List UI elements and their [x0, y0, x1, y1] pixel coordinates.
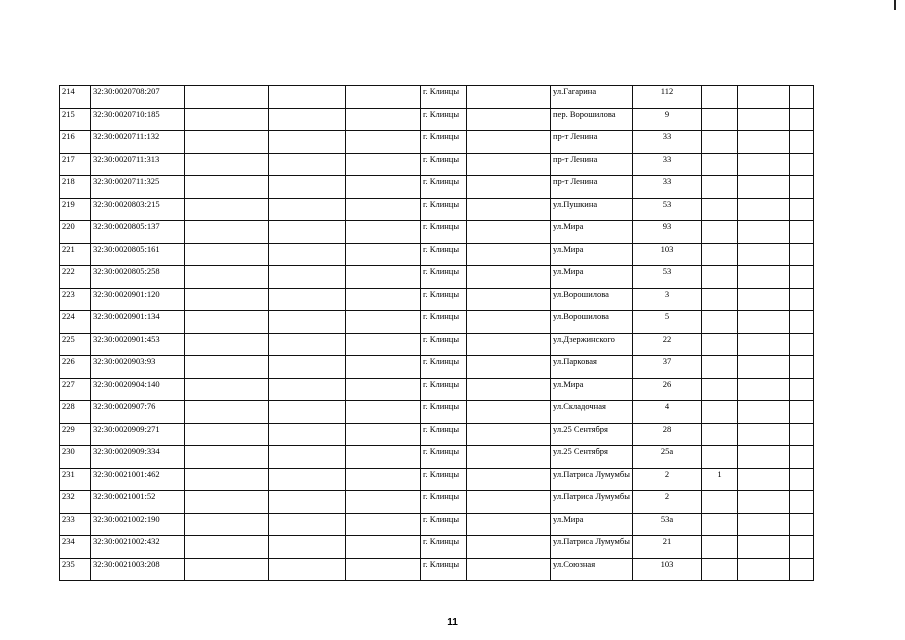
cell-empty [467, 333, 551, 356]
cell-empty [790, 288, 814, 311]
table-row [60, 86, 814, 109]
cell-empty [346, 491, 421, 514]
cell-cadastral-number: 32:30:0020907:76 [91, 401, 185, 424]
cell-street: ул.Ворошилова [551, 311, 633, 334]
cell-empty [185, 86, 269, 109]
cell-empty [346, 423, 421, 446]
cell-cadastral-number: 32:30:0020904:140 [91, 378, 185, 401]
cell-empty [346, 401, 421, 424]
cell-row-number: 215 [60, 108, 91, 131]
cell-empty [790, 333, 814, 356]
cell-house-number: 33 [633, 131, 702, 154]
cell-empty [467, 176, 551, 199]
cell-street: ул.Парковая [551, 356, 633, 379]
cell-empty [467, 536, 551, 559]
cell-city: г. Клинцы [421, 513, 467, 536]
cell-empty [185, 243, 269, 266]
cell-empty [185, 423, 269, 446]
table-row [60, 558, 814, 581]
cell-cadastral-number: 32:30:0020909:271 [91, 423, 185, 446]
cell-empty [269, 131, 346, 154]
cell-empty [269, 491, 346, 514]
table-row [60, 378, 814, 401]
cell-house-number: 9 [633, 108, 702, 131]
cell-city: г. Клинцы [421, 266, 467, 289]
cell-empty [467, 221, 551, 244]
cell-city: г. Клинцы [421, 356, 467, 379]
cell-city: г. Клинцы [421, 558, 467, 581]
cell-empty [185, 288, 269, 311]
cell-empty [185, 378, 269, 401]
cell-street: ул.25 Сентября [551, 446, 633, 469]
cell-empty [467, 86, 551, 109]
table-row [60, 176, 814, 199]
cell-empty [467, 243, 551, 266]
cell-empty [269, 378, 346, 401]
cell-house-number: 22 [633, 333, 702, 356]
cell-empty [185, 491, 269, 514]
cell-cadastral-number: 32:30:0020711:132 [91, 131, 185, 154]
cell-empty [738, 468, 790, 491]
cell-empty [790, 153, 814, 176]
cell-row-number: 223 [60, 288, 91, 311]
cell-row-number: 224 [60, 311, 91, 334]
cell-building [702, 198, 738, 221]
cell-empty [467, 153, 551, 176]
cell-empty [738, 423, 790, 446]
cell-row-number: 219 [60, 198, 91, 221]
cell-street: ул.Дзержинского [551, 333, 633, 356]
table-row [60, 153, 814, 176]
cell-building [702, 153, 738, 176]
cell-empty [346, 86, 421, 109]
table-body [60, 86, 814, 581]
table-row [60, 513, 814, 536]
cell-row-number: 220 [60, 221, 91, 244]
cell-row-number: 222 [60, 266, 91, 289]
cell-empty [790, 311, 814, 334]
table-row [60, 311, 814, 334]
cell-empty [467, 491, 551, 514]
cell-street: пр-т Ленина [551, 153, 633, 176]
cell-empty [185, 153, 269, 176]
cell-city: г. Клинцы [421, 378, 467, 401]
cell-empty [346, 243, 421, 266]
cell-row-number: 234 [60, 536, 91, 559]
cell-empty [467, 356, 551, 379]
cell-building [702, 491, 738, 514]
cell-empty [346, 333, 421, 356]
cell-empty [346, 266, 421, 289]
cell-empty [346, 536, 421, 559]
table-row [60, 108, 814, 131]
cell-empty [269, 423, 346, 446]
cell-empty [467, 108, 551, 131]
cell-row-number: 216 [60, 131, 91, 154]
cell-cadastral-number: 32:30:0020901:120 [91, 288, 185, 311]
cell-row-number: 221 [60, 243, 91, 266]
cell-city: г. Клинцы [421, 311, 467, 334]
cell-empty [790, 468, 814, 491]
cell-cadastral-number: 32:30:0021002:432 [91, 536, 185, 559]
cell-cadastral-number: 32:30:0020909:334 [91, 446, 185, 469]
cell-empty [185, 558, 269, 581]
cell-empty [269, 86, 346, 109]
cell-cadastral-number: 32:30:0020901:453 [91, 333, 185, 356]
cell-row-number: 214 [60, 86, 91, 109]
cell-row-number: 217 [60, 153, 91, 176]
cell-empty [269, 536, 346, 559]
cell-empty [790, 446, 814, 469]
cell-empty [185, 108, 269, 131]
cell-cadastral-number: 32:30:0020708:207 [91, 86, 185, 109]
cell-street: ул.Ворошилова [551, 288, 633, 311]
cell-empty [738, 266, 790, 289]
cell-building [702, 108, 738, 131]
cell-empty [738, 198, 790, 221]
cell-empty [790, 243, 814, 266]
cell-empty [185, 266, 269, 289]
cell-building [702, 86, 738, 109]
table-row [60, 356, 814, 379]
cell-empty [185, 446, 269, 469]
cell-house-number: 26 [633, 378, 702, 401]
cell-empty [738, 446, 790, 469]
cell-empty [269, 468, 346, 491]
cell-empty [185, 513, 269, 536]
table-row [60, 536, 814, 559]
cell-house-number: 103 [633, 243, 702, 266]
cell-house-number: 2 [633, 491, 702, 514]
cell-row-number: 225 [60, 333, 91, 356]
cell-city: г. Клинцы [421, 446, 467, 469]
cell-empty [467, 288, 551, 311]
cell-empty [269, 108, 346, 131]
cell-empty [346, 356, 421, 379]
cell-empty [346, 221, 421, 244]
cell-empty [467, 311, 551, 334]
cell-empty [269, 356, 346, 379]
cell-empty [269, 198, 346, 221]
cell-city: г. Клинцы [421, 423, 467, 446]
cell-cadastral-number: 32:30:0021003:208 [91, 558, 185, 581]
cell-empty [738, 356, 790, 379]
cell-empty [790, 221, 814, 244]
cell-empty [346, 153, 421, 176]
cell-row-number: 218 [60, 176, 91, 199]
cell-empty [346, 131, 421, 154]
cell-empty [738, 176, 790, 199]
cell-cadastral-number: 32:30:0020711:325 [91, 176, 185, 199]
cell-empty [269, 311, 346, 334]
cell-building [702, 401, 738, 424]
cell-street: пр-т Ленина [551, 176, 633, 199]
cell-empty [467, 513, 551, 536]
cell-empty [467, 131, 551, 154]
cell-empty [185, 221, 269, 244]
cell-empty [269, 401, 346, 424]
cell-empty [185, 356, 269, 379]
cell-city: г. Клинцы [421, 198, 467, 221]
cell-empty [467, 198, 551, 221]
cell-empty [738, 153, 790, 176]
cell-building [702, 266, 738, 289]
cell-empty [346, 288, 421, 311]
cell-empty [738, 311, 790, 334]
cell-empty [346, 198, 421, 221]
cell-empty [790, 491, 814, 514]
cell-empty [346, 513, 421, 536]
cell-street: ул.Патриса Лумумбы [551, 536, 633, 559]
cell-street: ул.Гагарина [551, 86, 633, 109]
cell-empty [346, 311, 421, 334]
cell-empty [790, 423, 814, 446]
cell-street: ул.Мира [551, 266, 633, 289]
cell-row-number: 233 [60, 513, 91, 536]
cell-house-number: 25а [633, 446, 702, 469]
table-row [60, 468, 814, 491]
cell-empty [467, 378, 551, 401]
cell-empty [790, 513, 814, 536]
cell-row-number: 228 [60, 401, 91, 424]
cell-house-number: 53 [633, 198, 702, 221]
cell-empty [269, 558, 346, 581]
cell-building [702, 311, 738, 334]
cell-empty [790, 266, 814, 289]
cell-building: 1 [702, 468, 738, 491]
cell-empty [467, 266, 551, 289]
cell-street: ул.Мира [551, 243, 633, 266]
cell-building [702, 333, 738, 356]
cell-building [702, 176, 738, 199]
cell-house-number: 112 [633, 86, 702, 109]
table-row [60, 491, 814, 514]
cell-street: ул.Мира [551, 378, 633, 401]
cell-empty [269, 513, 346, 536]
cell-house-number: 4 [633, 401, 702, 424]
cell-empty [790, 378, 814, 401]
cell-empty [269, 288, 346, 311]
cell-street: ул.Патриса Лумумбы [551, 491, 633, 514]
cell-empty [185, 333, 269, 356]
table-row [60, 243, 814, 266]
table-row [60, 333, 814, 356]
table-row [60, 266, 814, 289]
cell-house-number: 103 [633, 558, 702, 581]
cell-cadastral-number: 32:30:0020903:93 [91, 356, 185, 379]
cell-house-number: 33 [633, 153, 702, 176]
cell-house-number: 21 [633, 536, 702, 559]
cell-empty [269, 333, 346, 356]
cell-empty [346, 446, 421, 469]
cell-empty [467, 423, 551, 446]
cell-empty [738, 288, 790, 311]
edge-mark [894, 0, 896, 10]
cell-building [702, 131, 738, 154]
cell-empty [269, 446, 346, 469]
cell-empty [738, 333, 790, 356]
cell-empty [346, 176, 421, 199]
cell-empty [790, 108, 814, 131]
cell-empty [346, 108, 421, 131]
table-row [60, 198, 814, 221]
cell-house-number: 2 [633, 468, 702, 491]
cell-empty [790, 401, 814, 424]
cell-street: ул.25 Сентября [551, 423, 633, 446]
cell-row-number: 231 [60, 468, 91, 491]
cell-city: г. Клинцы [421, 176, 467, 199]
cell-empty [738, 401, 790, 424]
cell-building [702, 558, 738, 581]
cell-cadastral-number: 32:30:0021001:52 [91, 491, 185, 514]
cell-empty [185, 176, 269, 199]
cell-building [702, 288, 738, 311]
cell-building [702, 536, 738, 559]
cell-building [702, 423, 738, 446]
cell-empty [738, 536, 790, 559]
cell-house-number: 53 [633, 266, 702, 289]
cell-empty [467, 468, 551, 491]
cell-cadastral-number: 32:30:0020803:215 [91, 198, 185, 221]
cell-empty [738, 131, 790, 154]
cell-street: ул.Патриса Лумумбы [551, 468, 633, 491]
cell-empty [269, 266, 346, 289]
cell-cadastral-number: 32:30:0020711:313 [91, 153, 185, 176]
cell-empty [738, 491, 790, 514]
cell-empty [738, 243, 790, 266]
cell-building [702, 513, 738, 536]
table-row [60, 288, 814, 311]
cell-empty [269, 221, 346, 244]
cell-empty [185, 536, 269, 559]
cell-row-number: 230 [60, 446, 91, 469]
cell-empty [185, 401, 269, 424]
cell-empty [790, 536, 814, 559]
cell-city: г. Клинцы [421, 288, 467, 311]
cell-empty [790, 176, 814, 199]
cell-empty [467, 558, 551, 581]
cell-city: г. Клинцы [421, 401, 467, 424]
table-row [60, 446, 814, 469]
cell-building [702, 446, 738, 469]
cell-city: г. Клинцы [421, 86, 467, 109]
cell-empty [185, 198, 269, 221]
cell-empty [269, 243, 346, 266]
cell-empty [467, 446, 551, 469]
cell-city: г. Клинцы [421, 243, 467, 266]
cell-city: г. Клинцы [421, 333, 467, 356]
table-row [60, 131, 814, 154]
cell-empty [738, 108, 790, 131]
cell-empty [790, 558, 814, 581]
cell-empty [790, 86, 814, 109]
cell-street: ул.Союзная [551, 558, 633, 581]
cell-street: ул.Складочная [551, 401, 633, 424]
cell-empty [790, 131, 814, 154]
cell-street: ул.Мира [551, 513, 633, 536]
cell-empty [346, 558, 421, 581]
cell-city: г. Клинцы [421, 131, 467, 154]
cell-city: г. Клинцы [421, 491, 467, 514]
cell-city: г. Клинцы [421, 536, 467, 559]
cell-city: г. Клинцы [421, 108, 467, 131]
cell-row-number: 232 [60, 491, 91, 514]
cell-empty [185, 131, 269, 154]
cell-cadastral-number: 32:30:0021002:190 [91, 513, 185, 536]
cell-empty [790, 198, 814, 221]
cell-building [702, 378, 738, 401]
cell-house-number: 33 [633, 176, 702, 199]
page-number: 11 [447, 617, 458, 628]
cell-row-number: 226 [60, 356, 91, 379]
cell-empty [738, 513, 790, 536]
cell-empty [346, 378, 421, 401]
cell-cadastral-number: 32:30:0020805:161 [91, 243, 185, 266]
cell-cadastral-number: 32:30:0020805:137 [91, 221, 185, 244]
cell-house-number: 53а [633, 513, 702, 536]
cell-building [702, 243, 738, 266]
cell-cadastral-number: 32:30:0021001:462 [91, 468, 185, 491]
cell-empty [185, 468, 269, 491]
cell-cadastral-number: 32:30:0020710:185 [91, 108, 185, 131]
cell-street: ул.Пушкина [551, 198, 633, 221]
cell-row-number: 229 [60, 423, 91, 446]
cell-empty [185, 311, 269, 334]
cell-empty [346, 468, 421, 491]
register-table [59, 85, 814, 581]
cell-street: пр-т Ленина [551, 131, 633, 154]
cell-cadastral-number: 32:30:0020901:134 [91, 311, 185, 334]
cell-street: пер. Ворошилова [551, 108, 633, 131]
cell-empty [738, 221, 790, 244]
cell-empty [738, 558, 790, 581]
table-row [60, 401, 814, 424]
cell-empty [738, 86, 790, 109]
cell-empty [467, 401, 551, 424]
cell-house-number: 28 [633, 423, 702, 446]
cell-house-number: 5 [633, 311, 702, 334]
cell-empty [790, 356, 814, 379]
table-row [60, 221, 814, 244]
cell-empty [269, 153, 346, 176]
cell-house-number: 3 [633, 288, 702, 311]
cell-house-number: 37 [633, 356, 702, 379]
cell-city: г. Клинцы [421, 221, 467, 244]
cell-empty [269, 176, 346, 199]
cell-row-number: 235 [60, 558, 91, 581]
cell-street: ул.Мира [551, 221, 633, 244]
cell-row-number: 227 [60, 378, 91, 401]
cell-cadastral-number: 32:30:0020805:258 [91, 266, 185, 289]
cell-city: г. Клинцы [421, 153, 467, 176]
table-row [60, 423, 814, 446]
cell-city: г. Клинцы [421, 468, 467, 491]
cell-building [702, 221, 738, 244]
cell-empty [738, 378, 790, 401]
cell-house-number: 93 [633, 221, 702, 244]
cell-building [702, 356, 738, 379]
